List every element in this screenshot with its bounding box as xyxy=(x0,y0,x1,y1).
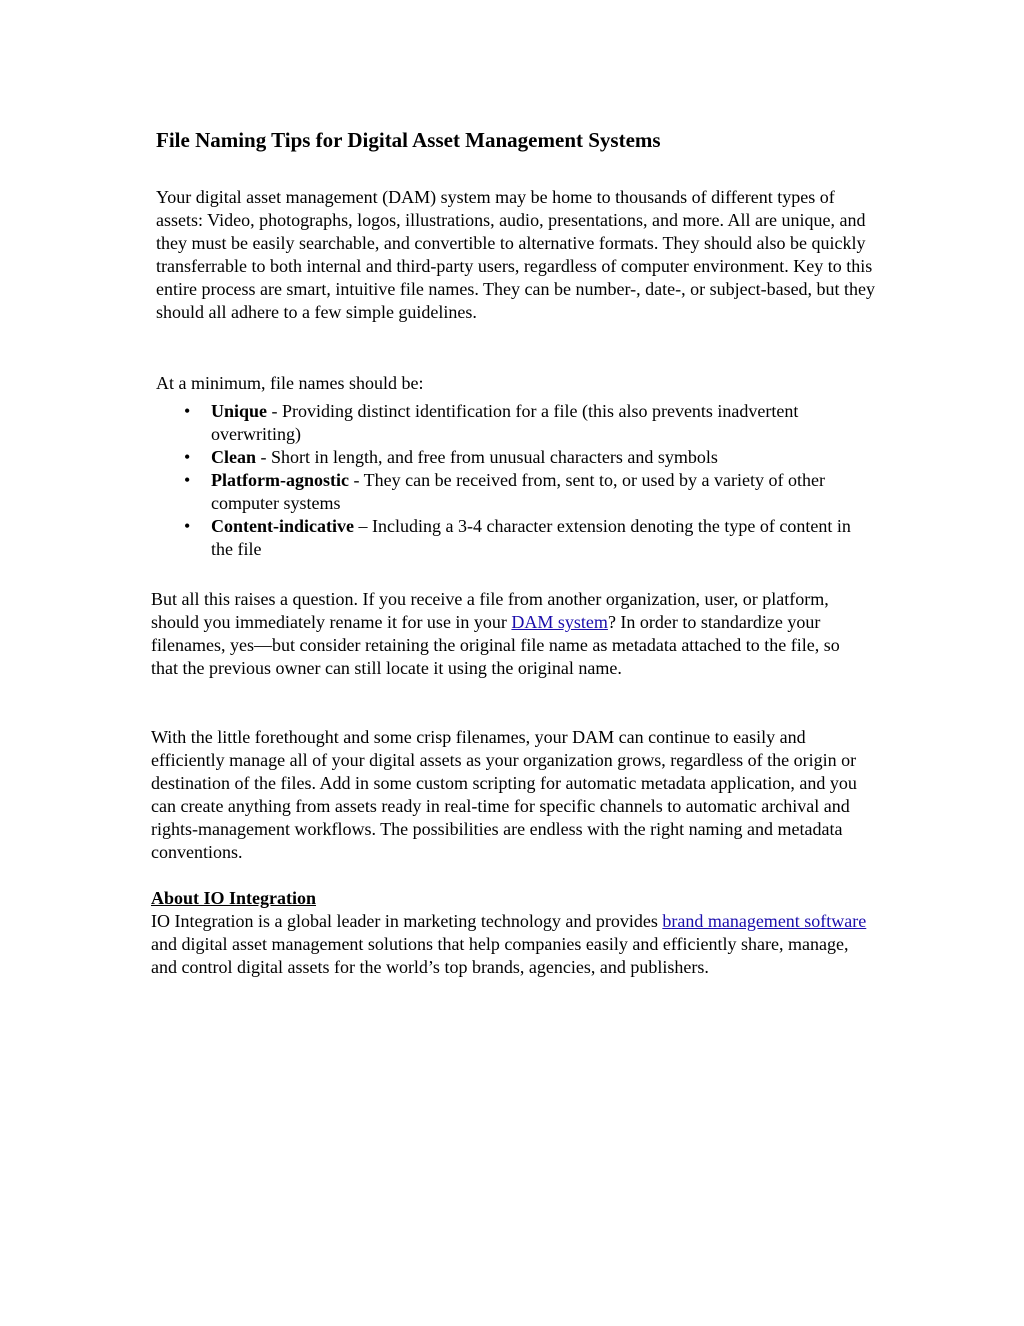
list-item-text: - Providing distinct identification for a file (this also prevents inadvertent overwriting) xyxy=(211,401,799,444)
list-item-text: - They can be received from, sent to, or used by a variety of other computer systems xyxy=(211,470,825,513)
bullet-icon: • xyxy=(184,447,191,467)
rename-question-paragraph xyxy=(151,588,871,680)
brand-management-software-link[interactable]: brand management software xyxy=(662,911,867,931)
list-item-clean xyxy=(184,446,874,469)
list-item-term: Clean xyxy=(211,447,256,467)
intro-paragraph: Your digital asset management (DAM) system may be home to thousands of different types of assets: Video, photographs, logos, illustrations, audio, presentations, and more. All are unique, and they must be easily searchable, and convertible to alternative formats. They should also be quickly transferrable to both internal and third-party users, regardless of computer environment. Key to this entire process are smart, intuitive file names. They can be number-, date-, or subject-based, but they should all adhere to a few simple guidelines. xyxy=(156,187,876,322)
dam-system-link[interactable]: DAM system xyxy=(511,612,608,632)
forethought-paragraph: With the little forethought and some crisp filenames, your DAM can continue to easily and efficiently manage all of your digital assets as your organization grows, regardless of the origin or destination of the files. Add in some custom scripting for automatic metadata application, and you can create anything from assets ready in real-time for specific channels to automatic archival and rights-management workflows. The possibilities are endless with the right naming and metadata conventions. xyxy=(151,727,857,862)
about-text-before-link: IO Integration is a global leader in marketing technology and provides xyxy=(151,911,663,931)
about-heading: About IO Integration xyxy=(151,888,317,908)
file-name-requirements-list xyxy=(184,400,874,561)
question-text-after-link: ? In order to standardize your filenames, yes—but consider retaining the original file name as metadata attached to the file, so that the previous owner can still locate it using the original name. xyxy=(151,612,840,678)
list-item-term: Unique xyxy=(211,401,268,421)
list-item-term: Content-indicative xyxy=(211,516,354,536)
list-item-unique xyxy=(184,400,874,446)
bullet-icon: • xyxy=(184,401,191,421)
list-item-text: - Short in length, and free from unusual characters and symbols xyxy=(256,447,718,467)
list-item-text: – Including a 3-4 character extension denoting the type of content in the file xyxy=(211,516,851,559)
list-item-content-indicative xyxy=(184,515,874,561)
bullet-icon: • xyxy=(184,516,191,536)
about-section xyxy=(151,887,875,979)
bullet-icon: • xyxy=(184,470,191,490)
about-text-after-link: and digital asset management solutions that help companies easily and efficiently share, manage, and control digital assets for the world’s top brands, agencies, and publishers. xyxy=(151,934,849,977)
minimum-requirements-lead: At a minimum, file names should be: xyxy=(156,373,424,393)
document-title: File Naming Tips for Digital Asset Management Systems xyxy=(156,128,661,152)
question-text-before-link: But all this raises a question. If you receive a file from another organization, user, or platform, should you immediately rename it for use in your xyxy=(151,589,829,632)
list-item-platform-agnostic xyxy=(184,469,874,515)
list-item-term: Platform-agnostic xyxy=(211,470,349,490)
